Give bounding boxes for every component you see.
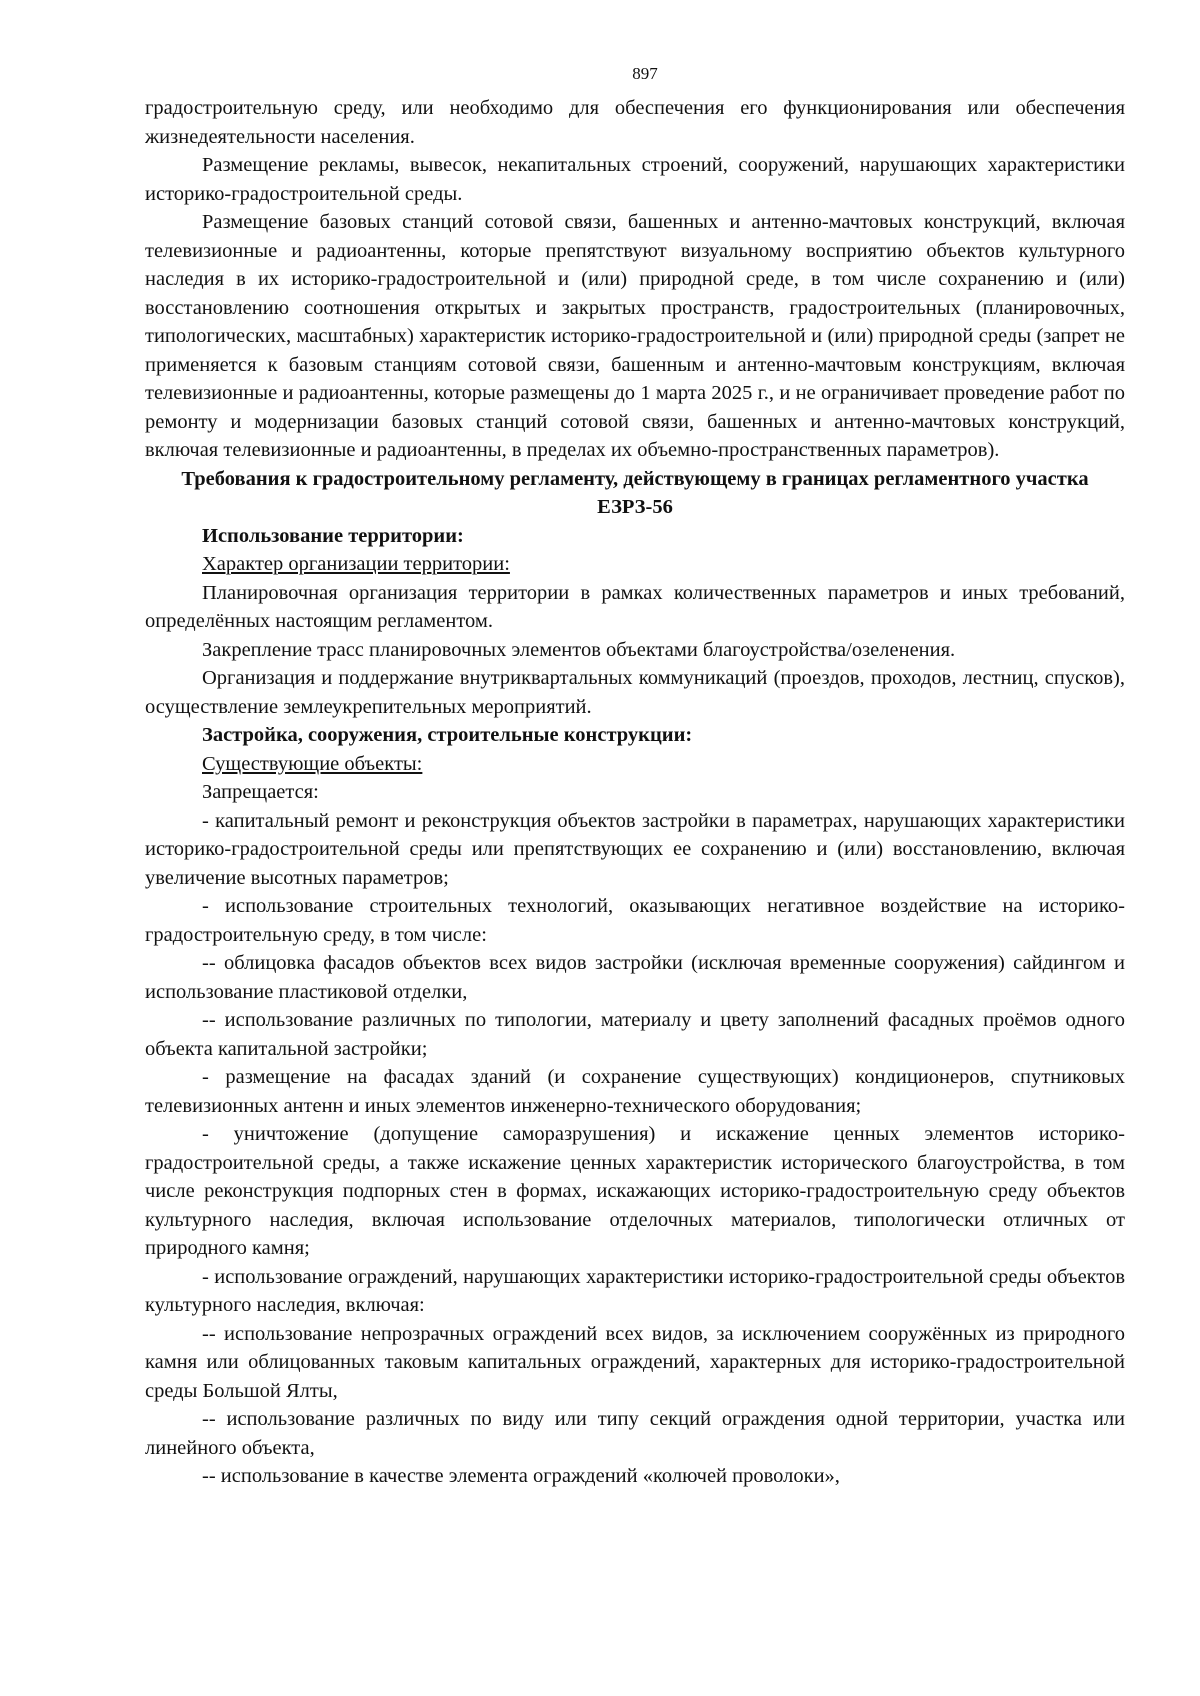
paragraph: Планировочная организация территории в рамках количественных параметров и иных требований, определённых настоящим регламентом. [145, 581, 1125, 632]
section-heading: Требования к градостроительному регламенту, действующему в границах регламентного участка ЕЗРЗ-56 [181, 467, 1089, 518]
subsection-heading: Использование территории: [202, 524, 464, 547]
subsection-heading: Застройка, сооружения, строительные конструкции: [202, 724, 693, 746]
paragraph: Закрепление трасс планировочных элементов объектами благоустройства/озеленения. [202, 638, 956, 661]
underlined-label: Существующие объекты: [202, 752, 423, 775]
paragraph: - размещение на фасадах зданий (и сохранение существующих) кондиционеров, спутниковых телевизионных антенн и иных элементов инженерно-технического оборудования; [145, 1066, 1125, 1117]
document-body [145, 94, 1125, 1491]
paragraph: Размещение базовых станций сотовой связи, башенных и антенно-мачтовых конструкций, включая телевизионные и радиоантенны, которые препятствуют визуальному восприятию объектов культурного наследия в их историко-градостроительной и (или) природной среде, в том числе сохранению и (или) восстановлению соотношения открытых и закрытых пространств, градостроительных (планировочных, типологических, масштабных) характеристик историко-градостроительной и (или) природной среды (запрет не применяется к базовым станциям сотовой связи, башенным и антенно-мачтовым конструкциям, включая телевизионные и радиоантенны, которые размещены до 1 марта 2025 г., и не ограничивает проведение работ по ремонту и модернизации базовых станций сотовой связи, башенных и антенно-мачтовых конструкций, включая телевизионные и радиоантенны, в пределах их объемно-пространственных параметров). [145, 211, 1125, 461]
paragraph: - использование ограждений, нарушающих характеристики историко-градостроительной среды объектов культурного наследия, включая: [145, 1265, 1125, 1316]
paragraph: -- использование непрозрачных ограждений всех видов, за исключением сооружённых из природного камня или облицованных таковым капитальных ограждений, характерных для историко-градостроительной среды Большой Ялты, [145, 1322, 1125, 1402]
paragraph: - использование строительных технологий, оказывающих негативное воздействие на историко-градостроительную среду, в том числе: [145, 895, 1125, 946]
paragraph: Организация и поддержание внутриквартальных коммуникаций (проездов, проходов, лестниц, спусков), осуществление землеукрепительных мероприятий. [145, 667, 1125, 718]
paragraph: -- использование различных по виду или типу секций ограждения одной территории, участка или линейного объекта, [145, 1408, 1125, 1459]
paragraph: -- облицовка фасадов объектов всех видов застройки (исключая временные сооружения) сайдингом и использование пластиковой отделки, [145, 952, 1125, 1003]
document-page [145, 62, 1125, 1491]
paragraph: -- использование в качестве элемента ограждений «колючей проволоки», [202, 1465, 840, 1487]
paragraph: Запрещается: [202, 781, 319, 803]
paragraph: градостроительную среду, или необходимо для обеспечения его функционирования или обеспечения жизнедеятельности населения. [145, 97, 1125, 148]
page-number: 897 [632, 64, 658, 83]
paragraph: - капитальный ремонт и реконструкция объектов застройки в параметрах, нарушающих характеристики историко-градостроительной среды или препятствующих ее сохранению и (или) восстановлению, включая увеличение высотных параметров; [145, 809, 1125, 889]
underlined-label: Характер организации территории: [202, 553, 510, 575]
paragraph: -- использование различных по типологии, материалу и цвету заполнений фасадных проёмов одного объекта капитальной застройки; [145, 1009, 1125, 1060]
paragraph: Размещение рекламы, вывесок, некапитальных строений, сооружений, нарушающих характеристики историко-градостроительной среды. [145, 154, 1125, 205]
paragraph: - уничтожение (допущение саморазрушения) и искажение ценных элементов историко-градостроительной среды, а также искажение ценных характеристик исторического благоустройства, в том числе реконструкция подпорных стен в формах, искажающих историко-градостроительную среду объектов культурного наследия, включая использование отделочных материалов, типологически отличных от природного камня; [145, 1123, 1125, 1259]
